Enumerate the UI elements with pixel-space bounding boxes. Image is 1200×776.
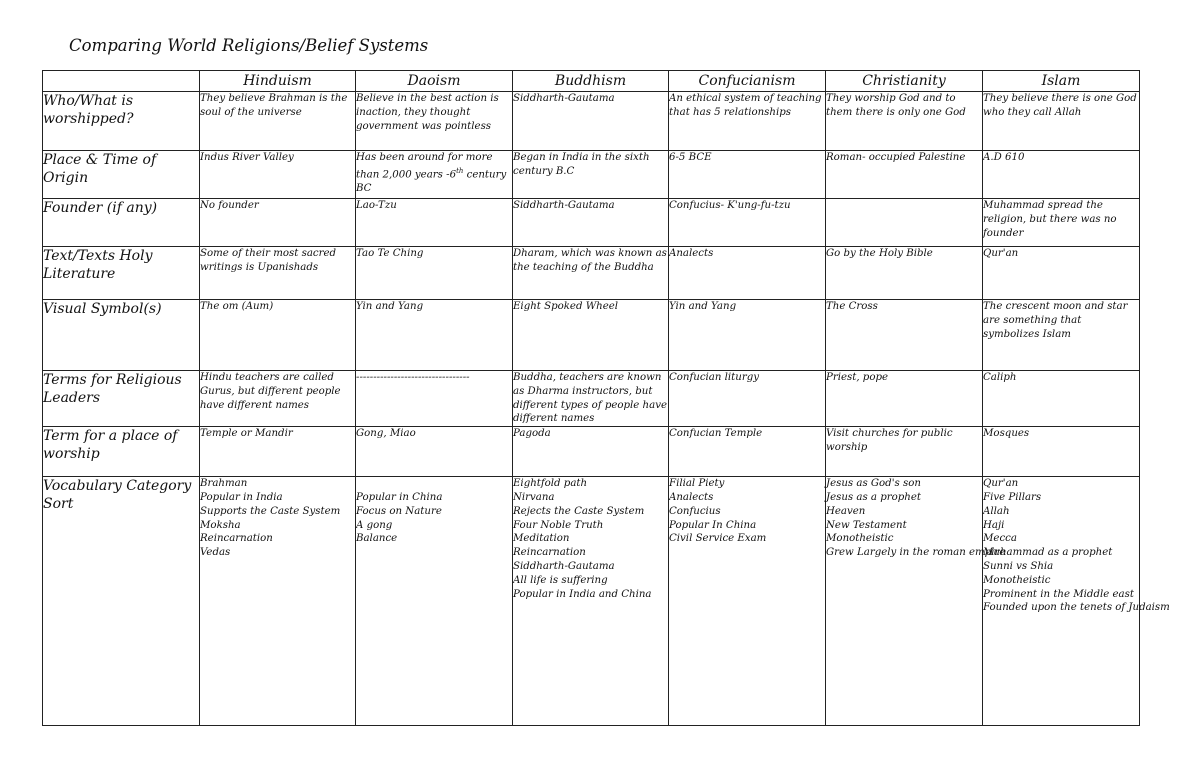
vocab-term: Popular in China bbox=[356, 491, 443, 503]
vocab-term: Filial Piety bbox=[669, 478, 725, 490]
table-cell: Siddharth-Gautama bbox=[513, 92, 669, 151]
vocab-term: Qur'an bbox=[983, 478, 1019, 490]
table-cell: Analects bbox=[669, 247, 826, 300]
table-cell: Muhammad spread the religion, but there was no founder bbox=[983, 199, 1140, 247]
column-header: Islam bbox=[983, 71, 1140, 92]
table-cell: Confucian Temple bbox=[669, 427, 826, 477]
vocab-term: New Testament bbox=[826, 519, 907, 531]
vocab-cell bbox=[983, 477, 1170, 726]
table-row bbox=[43, 92, 1140, 151]
table-cell bbox=[826, 199, 983, 247]
column-header: Buddhism bbox=[513, 71, 669, 92]
table-cell: Began in India in the sixth century B.C bbox=[513, 151, 669, 199]
table-row bbox=[43, 151, 1140, 199]
table-cell: Caliph bbox=[983, 371, 1140, 427]
table-cell: Believe in the best action is inaction, they thought government was pointless bbox=[356, 92, 513, 151]
vocab-term: Nirvana bbox=[513, 491, 555, 503]
table-cell: No founder bbox=[200, 199, 356, 247]
vocab-term: Haji bbox=[983, 519, 1005, 531]
vocab-term: Monotheistic bbox=[826, 533, 894, 545]
document-title: Comparing World Religions/Belief Systems bbox=[69, 36, 429, 55]
table-cell: Yin and Yang bbox=[356, 300, 513, 371]
table-cell: Priest, pope bbox=[826, 371, 983, 427]
table-cell: Hindu teachers are called Gurus, but different people have different names bbox=[200, 371, 356, 427]
vocab-term: Popular In China bbox=[669, 519, 757, 531]
table-row bbox=[43, 371, 1140, 427]
vocab-term: Civil Service Exam bbox=[669, 533, 767, 545]
column-header: Christianity bbox=[826, 71, 983, 92]
table-cell: An ethical system of teaching that has 5 relationships bbox=[669, 92, 826, 151]
row-header: Founder (if any) bbox=[43, 199, 200, 247]
table-cell: The om (Aum) bbox=[200, 300, 356, 371]
vocab-row bbox=[43, 477, 1140, 726]
row-header: Term for a place of worship bbox=[43, 427, 200, 477]
vocab-term: Jesus as God's son bbox=[826, 478, 921, 490]
table-cell: Confucius- K'ung-fu-tzu bbox=[669, 199, 826, 247]
table-cell: They believe Brahman is the soul of the universe bbox=[200, 92, 356, 151]
vocab-term: Vedas bbox=[200, 547, 231, 559]
vocab-term: Grew Largely in the roman empire bbox=[826, 547, 1006, 559]
vocab-term: Heaven bbox=[826, 505, 866, 517]
vocab-term: Muhammad as a prophet bbox=[983, 547, 1113, 559]
vocab-term: Sunni vs Shia bbox=[983, 560, 1054, 572]
table-cell: --------------------------------- bbox=[356, 371, 513, 427]
table-cell: Buddha, teachers are known as Dharma instructors, but different types of people have different names bbox=[513, 371, 669, 427]
vocab-term: Meditation bbox=[513, 533, 570, 545]
table-cell: Qur'an bbox=[983, 247, 1140, 300]
row-header: Place & Time of Origin bbox=[43, 151, 200, 199]
vocab-term: Siddharth-Gautama bbox=[513, 560, 615, 572]
vocab-term: Rejects the Caste System bbox=[513, 505, 645, 517]
table-cell: Temple or Mandir bbox=[200, 427, 356, 477]
table-cell: The crescent moon and star are something that symbolizes Islam bbox=[983, 300, 1140, 371]
vocab-term: Popular in India bbox=[200, 491, 283, 503]
table-cell: Lao-Tzu bbox=[356, 199, 513, 247]
vocab-term: Prominent in the Middle east bbox=[983, 588, 1134, 600]
vocab-cell bbox=[513, 477, 669, 726]
table-cell: Dharam, which was known as the teaching of the Buddha bbox=[513, 247, 669, 300]
vocab-term: Monotheistic bbox=[983, 574, 1051, 586]
table-cell: Pagoda bbox=[513, 427, 669, 477]
table-row bbox=[43, 427, 1140, 477]
vocab-term: All life is suffering bbox=[513, 574, 608, 586]
row-header: Vocabulary Category Sort bbox=[43, 477, 200, 726]
vocab-cell bbox=[200, 477, 356, 726]
table-cell: A.D 610 bbox=[983, 151, 1140, 199]
column-header: Daoism bbox=[356, 71, 513, 92]
vocab-term: Focus on Nature bbox=[356, 505, 442, 517]
vocab-term: Moksha bbox=[200, 519, 241, 531]
table-cell: Roman- occupied Palestine bbox=[826, 151, 983, 199]
column-header: Hinduism bbox=[200, 71, 356, 92]
vocab-term: A gong bbox=[356, 519, 393, 531]
vocab-term: Popular in India and China bbox=[513, 588, 652, 600]
vocab-term: Allah bbox=[983, 505, 1010, 517]
vocab-term: Five Pillars bbox=[983, 491, 1042, 503]
vocab-term: Reincarnation bbox=[513, 547, 586, 559]
vocab-term: Four Noble Truth bbox=[513, 519, 604, 531]
table-cell: Gong, Miao bbox=[356, 427, 513, 477]
table-cell: The Cross bbox=[826, 300, 983, 371]
table-cell: Go by the Holy Bible bbox=[826, 247, 983, 300]
table-cell: Has been around for more than 2,000 years -6th century BC bbox=[356, 151, 513, 199]
table-cell: Some of their most sacred writings is Upanishads bbox=[200, 247, 356, 300]
table-cell: Visit churches for public worship bbox=[826, 427, 983, 477]
vocab-term: Jesus as a prophet bbox=[826, 491, 921, 503]
vocab-cell bbox=[669, 477, 826, 726]
vocab-term: Brahman bbox=[200, 478, 248, 490]
vocab-term: Eightfold path bbox=[513, 478, 588, 490]
table-cell: They worship God and to them there is only one God bbox=[826, 92, 983, 151]
corner-cell bbox=[43, 71, 200, 92]
row-header: Who/What is worshipped? bbox=[43, 92, 200, 151]
table-cell: Tao Te Ching bbox=[356, 247, 513, 300]
vocab-term bbox=[356, 477, 512, 491]
row-header: Visual Symbol(s) bbox=[43, 300, 200, 371]
vocab-cell bbox=[356, 477, 513, 726]
table-cell: Eight Spoked Wheel bbox=[513, 300, 669, 371]
row-header: Terms for Religious Leaders bbox=[43, 371, 200, 427]
vocab-term: Supports the Caste System bbox=[200, 505, 341, 517]
vocab-term: Mecca bbox=[983, 533, 1017, 545]
table-cell: Yin and Yang bbox=[669, 300, 826, 371]
table-row bbox=[43, 247, 1140, 300]
table-cell: Mosques bbox=[983, 427, 1140, 477]
table-cell: 6-5 BCE bbox=[669, 151, 826, 199]
row-header: Text/Texts Holy Literature bbox=[43, 247, 200, 300]
column-header: Confucianism bbox=[669, 71, 826, 92]
vocab-term: Confucius bbox=[669, 505, 721, 517]
header-row bbox=[43, 71, 1140, 92]
vocab-term: Founded upon the tenets of Judaism bbox=[983, 602, 1170, 614]
table-cell: Siddharth-Gautama bbox=[513, 199, 669, 247]
table-cell: Confucian liturgy bbox=[669, 371, 826, 427]
vocab-term: Balance bbox=[356, 533, 398, 545]
table-cell: Indus River Valley bbox=[200, 151, 356, 199]
comparison-table bbox=[42, 70, 1170, 726]
table-row bbox=[43, 199, 1140, 247]
vocab-term: Analects bbox=[669, 491, 714, 503]
table-cell: They believe there is one God who they call Allah bbox=[983, 92, 1140, 151]
table-row bbox=[43, 300, 1140, 371]
vocab-term: Reincarnation bbox=[200, 533, 273, 545]
